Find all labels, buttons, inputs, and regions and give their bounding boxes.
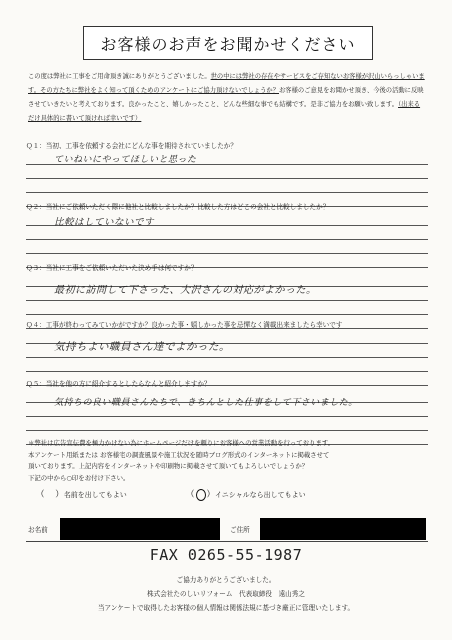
choice-name-ok-label: 名前を出してもよい <box>63 491 127 499</box>
intro-note: （出来るだけ具体的に書いて頂ければ幸いです） <box>28 101 421 122</box>
answer-2-area[interactable] <box>26 212 428 268</box>
answer-1-text: ていねいにやってほしいと思った <box>54 155 197 165</box>
name-redaction <box>60 518 220 540</box>
consent-choices <box>36 488 416 502</box>
address-label: ご住所 <box>230 526 250 534</box>
answer-1-area[interactable] <box>26 151 428 207</box>
footer-privacy: 当アンケートで取得したお客様の個人情報は関係法規に基づき厳正に管理いたします。 <box>97 604 355 612</box>
question-2-label: Ｑ２：当社にご依頼いただく際に他社と比較しましたか？比較した方はどこの会社と比較しましたか？ <box>26 203 330 211</box>
fax-number: FAX 0265-55-1987 <box>149 546 303 564</box>
choice-initials-ok[interactable]: （ ）イニシャルなら出してもよい <box>186 490 306 500</box>
answer-4-text: 気持ちよい職員さん達でよかった。 <box>54 341 230 353</box>
question-1 <box>26 141 428 207</box>
note-line-3: 頂いております。上記内容をインターネットや印刷物に掲載させて頂いてもよろしいでしょうか？ <box>28 462 309 470</box>
intro-text <box>28 70 426 126</box>
question-4 <box>26 320 428 386</box>
customer-info-row <box>26 516 428 542</box>
question-1-label: Ｑ１：当初、工事を依頼する会社にどんな事を期待されていましたか？ <box>26 142 237 150</box>
answer-5-text: 気持ちの良い職員さんたちで、きちんとした仕事をして下さいました。 <box>54 398 358 408</box>
publication-note <box>28 438 428 484</box>
intro-body: お客様のご意見をお聞かせ頂き、今後の活動に反映させていきたいと考えております。良かったこと、嬉しかったこと、どんな些細な事でも結構です。是非ご協力をお願い致します。 <box>28 87 424 108</box>
question-2 <box>26 202 428 268</box>
intro-request: 世の中には弊社の存在やサービスをご存知ないお客様が沢山いらっしゃいます。その方たちに弊社をよく知って頂くためのアンケートにご協力頂けないでしょうか？ <box>28 73 425 94</box>
selected-circle-mark <box>196 489 206 501</box>
question-3-label: Ｑ３：当社に工事をご依頼いただいた決め手は何ですか？ <box>26 264 198 272</box>
answer-4-area[interactable] <box>26 330 428 386</box>
question-5-label: Ｑ５：当社を他の方に紹介するとしたらなんと紹介しますか？ <box>26 380 211 388</box>
name-label: お名前 <box>28 526 48 534</box>
choice-initials-ok-label: イニシャルなら出してもよい <box>215 491 306 499</box>
footer-company: 株式会社たのしいリフォーム 代表取締役 遠山秀之 <box>147 590 305 598</box>
page-title: お客様のお声をお聞かせください <box>83 26 373 60</box>
question-4-label: Ｑ４：工事が終わってみていかがですか？良かった事・嬉しかった事を忌憚なく満載出来ましたら幸いです <box>26 321 343 329</box>
note-line-4: 下記の中から○印をお付け下さい。 <box>28 473 130 482</box>
note-line-1: ＊弊社は広告宣伝費を極力かけない為にホームページだけを頼りにお客様への営業活動を行っております。 <box>28 439 335 447</box>
question-5 <box>26 379 428 445</box>
footer-thanks: ご協力ありがとうございました。 <box>176 576 276 584</box>
answer-5-area[interactable] <box>26 389 428 445</box>
address-redaction <box>260 518 426 540</box>
answer-3-text: 最初に訪問して下さった、大沢さんの対応がよかった。 <box>54 285 317 296</box>
intro-greeting: この度は弊社に工事をご用命頂き誠にありがとうございました。 <box>28 73 211 80</box>
choice-name-ok[interactable]: （ ）名前を出してもよい <box>36 490 127 500</box>
answer-2-text: 比較はしていないです <box>54 217 155 228</box>
note-line-2: 本アンケート用紙または お客様宅の調査風景や施工状況を随時ブログ形式のインターネットに掲載させて <box>28 450 330 459</box>
